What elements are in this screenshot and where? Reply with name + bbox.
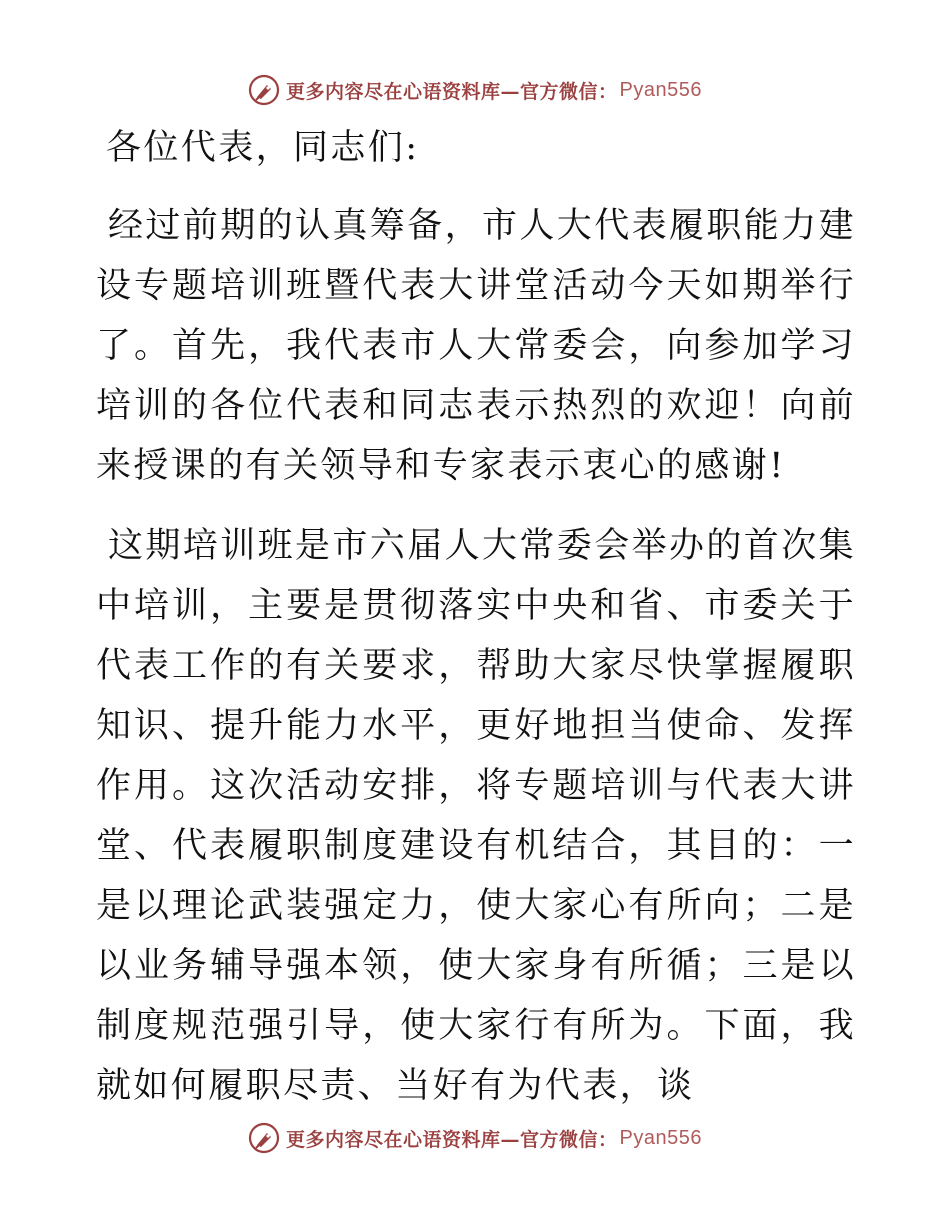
footer-banner [0,1118,950,1158]
header-banner [0,70,950,110]
pen-nib-circle-icon [248,74,280,106]
paragraph: 经过前期的认真筹备，市人大代表履职能力建设专题培训班暨代表大讲堂活动今天如期举行了。首先，我代表市人大常委会，向参加学习培训的各位代表和同志表示热烈的欢迎！向前来授课的有关领导和专家表示衷心的感谢! [96,206,857,486]
wechat-id: Pyan556 [619,1126,702,1149]
greeting: 各位代表，同志们: [106,128,420,168]
wechat-id: Pyan556 [619,78,702,101]
banner-text: 更多内容尽在心语资料库—官方微信： [286,80,618,103]
document-body [96,118,856,1136]
paragraph: 这期培训班是市六届人大常委会举办的首次集中培训，主要是贯彻落实中央和省、市委关于代表工作的有关要求，帮助大家尽快掌握履职知识、提升能力水平，更好地担当使命、发挥作用。这次活动安排，将专题培训与代表大讲堂、代表履职制度建设有机结合，其目的：一是以理论武装强定力，使大家心有所向；二是以业务辅导强本领，使大家身有所循；三是以制度规范强引导，使大家行有所为。下面，我就如何履职尽责、当好有为代表，谈 [96,526,857,1106]
pen-nib-circle-icon [248,1122,280,1154]
banner-text: 更多内容尽在心语资料库—官方微信： [286,1128,618,1151]
